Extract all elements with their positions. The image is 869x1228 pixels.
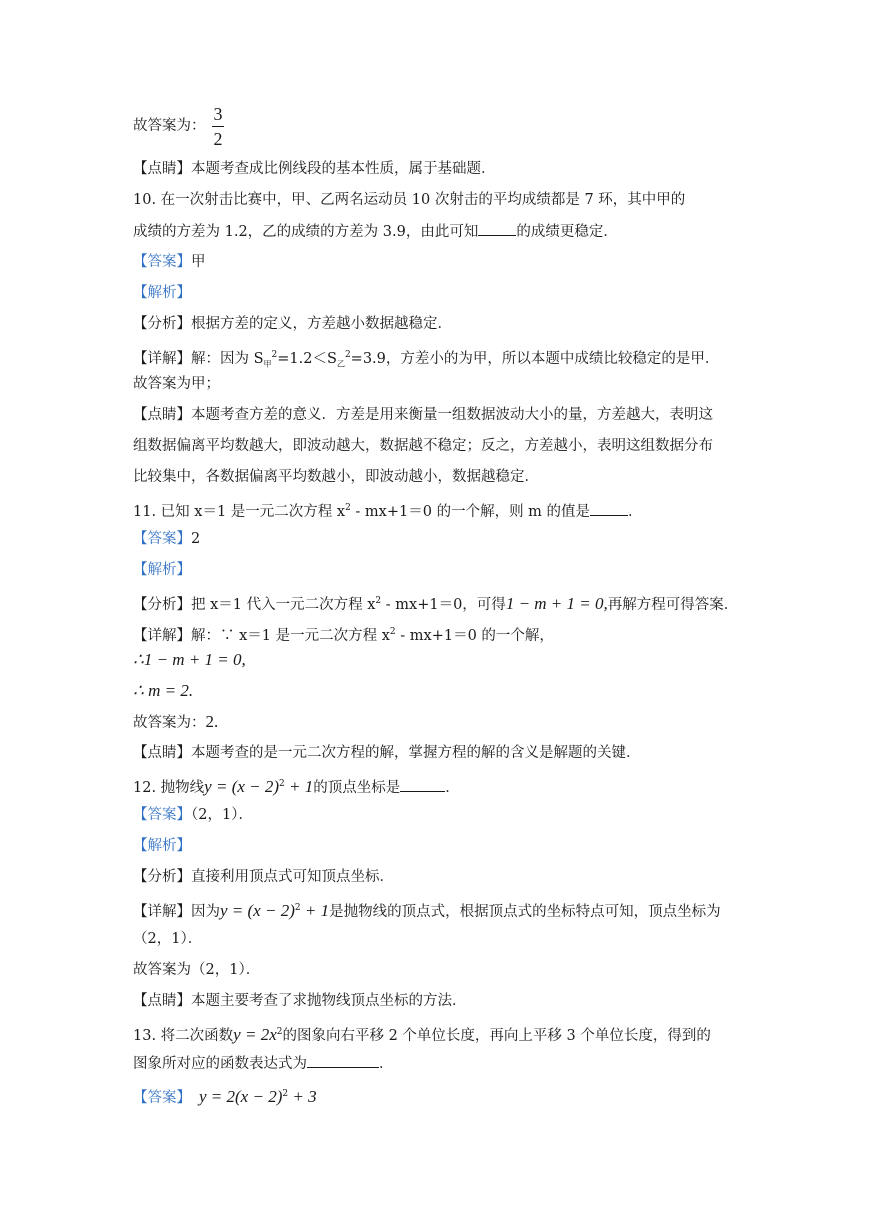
answer-blank <box>307 1053 379 1068</box>
question-10-line-2: 成绩的方差为 1.2，乙的成绩的方差为 3.9，由此可知 的成绩更稳定． <box>133 221 618 242</box>
answer-line-9: 故答案为： <box>133 118 206 134</box>
detail-12-line-2: （2，1）． <box>133 931 203 947</box>
detail-10: 【详解】解：因为 $S_甲^2=1.2<S_乙^2=3.9$，方差小的为甲，所以本题中成绩比较稳定的是甲． <box>133 350 720 369</box>
conclusion-10: 故答案为甲； <box>133 376 220 392</box>
answer-blank <box>590 501 628 516</box>
conclusion-12: 故答案为（2，1）． <box>133 962 261 978</box>
analysis-10: 【分析】根据方差的定义，方差越小数据越稳定． <box>133 316 452 332</box>
question-11: 11. 已知 x＝1 是一元二次方程 $x^2 - mx+1=0$ 的一个解，则 m 的值是 ． <box>133 498 643 522</box>
comment-11: 【点睛】本题考查的是一元二次方程的解，掌握方程的解的含义是解题的关键． <box>133 745 641 761</box>
answer-10: 【答案】甲 <box>133 254 206 270</box>
comment-12: 【点睛】本题主要考查了求抛物线顶点坐标的方法． <box>133 993 467 1009</box>
analysis-heading-12: 【解析】 <box>133 838 191 854</box>
detail-12: 【详解】因为$y = (x - 2)^2 + 1$是抛物线的顶点式，根据顶点式的坐标特点可知，顶点坐标为 <box>133 900 721 920</box>
answer-blank <box>400 777 445 792</box>
analysis-heading-11: 【解析】 <box>133 562 191 578</box>
equation-step-1: ∴1 − m + 1 = 0, <box>133 650 246 669</box>
question-13-line-1: 13. 将二次函数$y = 2x^2$的图象向右平移 2 个单位长度，再向上平移 3 个单位长度，得到的 <box>133 1024 711 1044</box>
comment-10-line-2: 组数据偏离平均数越大，即波动越大，数据越不稳定；反之，方差越小，表明这组数据分布 <box>133 438 713 454</box>
analysis-12: 【分析】直接利用顶点式可知顶点坐标． <box>133 869 394 885</box>
fraction-numerator: 3 <box>213 104 223 124</box>
question-12: 12. 抛物线$y = (x - 2)^2 + 1$的顶点坐标是 ． <box>133 776 460 796</box>
analysis-11: 【分析】把 x＝1 代入一元二次方程 $x^2 - mx+1=0$，可得1 − m + 1 = 0,再解方程可得答案． <box>133 593 739 613</box>
question-10-line-1: 10. 在一次射击比赛中，甲、乙两名运动员 10 次射击的平均成绩都是 7 环，其中甲的 <box>133 192 686 208</box>
fraction-three-halves <box>212 104 224 149</box>
question-13-line-2: 图象所对应的函数表达式为 ． <box>133 1053 394 1074</box>
detail-11: 【详解】解：∵ x＝1 是一元二次方程 $x^2 - mx+1=0$ 的一个解， <box>133 627 554 644</box>
answer-blank <box>478 221 516 236</box>
comment-10-line-1: 【点睛】本题考查方差的意义．方差是用来衡量一组数据波动大小的量，方差越大，表明这 <box>133 407 713 423</box>
equation-step-2: ∴ m = 2. <box>133 681 194 700</box>
answer-13: 【答案】 $y = 2(x - 2)^2 + 3$ <box>133 1086 317 1106</box>
comment-10-line-3: 比较集中，各数据偏离平均数越小，即波动越小，数据越稳定． <box>133 469 539 485</box>
analysis-heading-10: 【解析】 <box>133 285 191 301</box>
fraction-denominator: 2 <box>213 129 223 149</box>
answer-11: 【答案】2 <box>133 531 201 547</box>
conclusion-11: 故答案为：2. <box>133 712 219 731</box>
answer-12: 【答案】（2，1）． <box>133 807 253 823</box>
comment-line-9: 【点睛】本题考查成比例线段的基本性质，属于基础题． <box>133 161 496 177</box>
